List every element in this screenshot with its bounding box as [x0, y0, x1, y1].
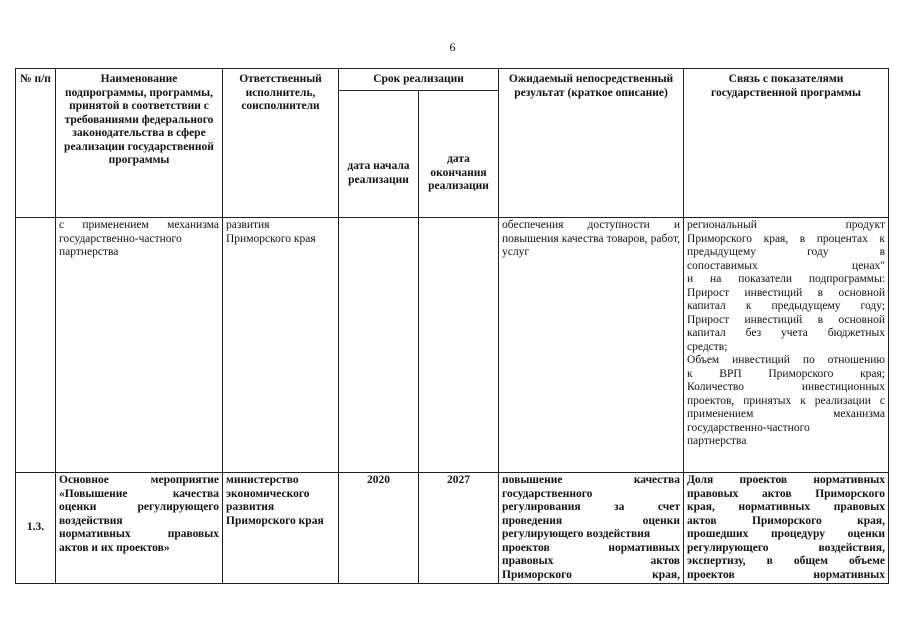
table-row-1-3: [16, 473, 889, 584]
link-line: правовых актов Приморского: [687, 487, 886, 500]
link-line: средств;: [687, 340, 728, 353]
cell-start: 2020: [339, 473, 419, 584]
cell-responsible: развития Приморского края: [223, 218, 339, 473]
cell-responsible: министерство экономического развития Приморского края: [223, 473, 339, 584]
link-line: актов Приморского края,: [687, 514, 886, 527]
page-number: 6: [449, 40, 456, 54]
header-responsible: Ответственный исполнитель, соисполнители: [223, 69, 339, 218]
result-line: регулирования за счет: [502, 501, 681, 513]
link-line: Приморского края, в процентах к: [687, 232, 886, 245]
link-line: капитал к предыдущему году;: [687, 300, 886, 312]
link-line: регулирующего воздействия,: [687, 541, 886, 554]
header-period: Срок реализации: [339, 69, 499, 91]
link-line: сопоставимых ценах": [687, 259, 886, 272]
link-line: Прирост инвестиций в основной: [687, 286, 886, 299]
cell-num-empty: [16, 218, 56, 473]
link-line: края, нормативных правовых: [687, 501, 886, 513]
link-line: Доля проектов нормативных: [687, 474, 886, 486]
link-line: Прирост инвестиций в основной: [687, 313, 886, 326]
link-line: и на показатели подпрограммы:: [687, 273, 886, 285]
program-table: [15, 68, 889, 584]
link-line: предыдущему году в: [687, 246, 886, 258]
cell-result: обеспечения доступности и повышения качества товаров, работ, услуг: [499, 218, 684, 473]
link-line: государственно-частного: [687, 421, 810, 434]
header-num: № п/п: [16, 69, 56, 218]
link-line: партнерства: [687, 435, 747, 447]
table-row-continued: [16, 218, 889, 473]
link-line: Объем инвестиций по отношению: [687, 354, 886, 366]
link-line: региональный продукт: [687, 219, 886, 231]
result-line: проектов нормативных: [502, 541, 681, 554]
cell-link: [684, 473, 889, 584]
name-line: актов и их проектов»: [59, 541, 170, 554]
result-line: повышение качества: [502, 474, 681, 486]
cell-end: 2027: [419, 473, 499, 584]
header-row: [16, 69, 889, 91]
name-line: «Повышение качества: [59, 487, 219, 500]
link-line: проектов, принятых к реализации с: [687, 394, 886, 407]
link-line: экспертизу, в общем объеме: [687, 555, 886, 567]
header-name: Наименование подпрограммы, программы, принятой в соответствии с требованиями федерального законодательства в сфере реализации государственной программы: [56, 69, 223, 218]
name-line: оценки регулирующего: [59, 501, 219, 513]
result-line: Приморского края,: [502, 568, 681, 581]
result-line: регулирующего воздействия: [502, 528, 651, 540]
link-line: применением механизма: [687, 408, 886, 420]
name-line: воздействия: [59, 514, 123, 527]
link-line: Количество инвестиционных: [687, 381, 886, 393]
name-line: нормативных правовых: [59, 528, 219, 540]
cell-end-empty: [419, 218, 499, 473]
header-start: дата начала реализации: [339, 91, 419, 218]
header-link: Связь с показателями государственной программы: [684, 69, 889, 218]
header-result: Ожидаемый непосредственный результат (краткое описание): [499, 69, 684, 218]
cell-link: [684, 218, 889, 473]
cell-name: с применением механизма государственно-частного партнерства: [56, 218, 223, 473]
name-line: Основное мероприятие: [59, 474, 219, 486]
link-line: прошедших процедуру оценки: [687, 528, 886, 540]
result-line: государственного: [502, 487, 593, 500]
link-line: проектов нормативных: [687, 568, 886, 581]
result-line: проведения оценки: [502, 514, 681, 527]
cell-result: [499, 473, 684, 584]
cell-name: [56, 473, 223, 584]
header-end: дата окончания реализации: [419, 91, 499, 218]
result-line: правовых актов: [502, 555, 681, 567]
link-line: к ВРП Приморского края;: [687, 367, 886, 380]
cell-num: 1.3.: [16, 473, 56, 584]
link-line: капитал без учета бюджетных: [687, 327, 886, 339]
cell-start-empty: [339, 218, 419, 473]
